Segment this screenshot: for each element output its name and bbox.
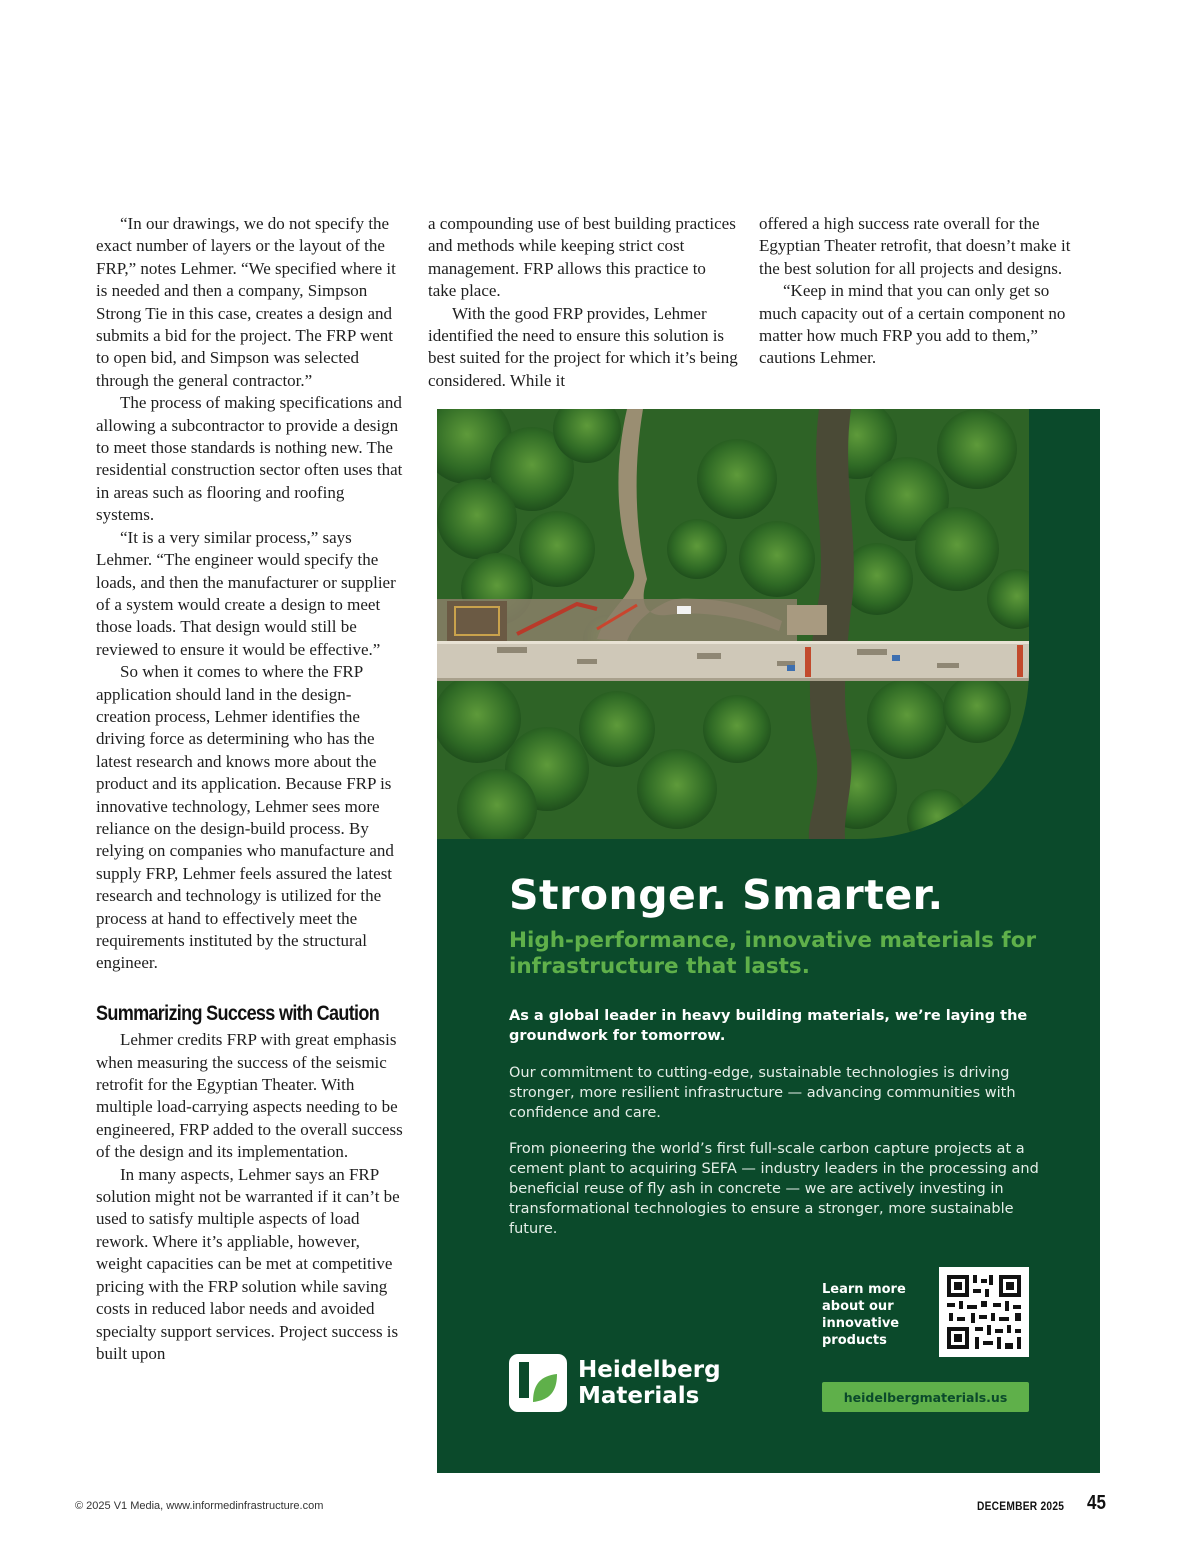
aerial-bridge-photo [437,409,1100,839]
section-subhead: Summarizing Success with Caution [96,1001,380,1025]
ad-subheadline: High-performance, innovative materials for infrastructure that lasts. [509,928,1037,979]
footer-issue-date: DECEMBER 2025 [977,1499,1065,1513]
article-column-1 [96,213,406,1365]
footer-copyright: © 2025 V1 Media, www.informedinfrastructure.com [75,1500,324,1512]
ad-body-paragraph: From pioneering the world’s first full-scale carbon capture projects at a cement plant to acquiring SEFA — industry leaders in the processing and beneficial reuse of fly ash in concrete — we are actively investing in transformational technologies to ensure a stronger, more sustainable future. [509,1141,1039,1237]
article-paragraph: “In our drawings, we do not specify the exact number of layers or the layout of the FRP,” notes Lehmer. “We specified where it is needed and then a company, Simpson Strong Tie in this case, creates a design and submits a bid for the project. The FRP went to open bid, and Simpson was selected through the general contractor.” [96,214,396,390]
ad-headline: Stronger. Smarter. [509,871,944,919]
article-paragraph: With the good FRP provides, Lehmer identified the need to ensure this solution is best suited for the project for which it’s being considered. While it [428,303,738,390]
logo-text-line-2: Materials [578,1383,700,1409]
heidelberg-leaf-logo-icon [509,1354,567,1412]
article-paragraph: a compounding use of best building practices and methods while keeping strict cost management. FRP allows this practice to take place. [428,214,736,301]
website-link-button[interactable]: heidelbergmaterials.us [822,1382,1029,1412]
heidelberg-advertisement [437,409,1100,1473]
article-column-2 [428,213,738,392]
qr-code-icon[interactable] [939,1267,1029,1357]
article-paragraph: “Keep in mind that you can only get so much capacity out of a certain component no matter how much FRP you add to them,” cautions Lehmer. [759,281,1066,368]
learn-more-text: Learn more about our innovative products [822,1282,906,1348]
article-column-3 [759,213,1079,370]
article-paragraph: offered a high success rate overall for the Egyptian Theater retrofit, that doesn’t make it the best solution for all projects and designs. [759,214,1071,278]
logo-text-line-1: Heidelberg [578,1357,721,1383]
page-number: 45 [1087,1492,1106,1514]
ad-lead-text: As a global leader in heavy building materials, we’re laying the groundwork for tomorrow. [509,1008,1028,1044]
article-paragraph: The process of making specifications and allowing a subcontractor to provide a design to meet those standards is nothing new. The residential construction sector often uses that in areas such as flooring and roofing systems. [96,393,403,525]
article-paragraph: “It is a very similar process,” says Lehmer. “The engineer would specify the loads, and then the manufacturer or supplier of a system would create a design to meet those loads. That design would still be reviewed to ensure it would be effective.” [96,527,396,659]
article-paragraph: So when it comes to where the FRP application should land in the design-creation process, Lehmer identifies the driving force as determining who has the latest research and knows more about the product and its application. Because FRP is innovative technology, Lehmer sees more reliance on the design-build process. By relying on companies who manufacture and supply FRP, Lehmer feels assured the latest research and technology is utilized for the process at hand to effectively meet the requirements instituted by the structural engineer. [96,662,394,973]
heidelberg-materials-logo[interactable] [509,1354,739,1416]
article-paragraph: Lehmer credits FRP with great emphasis when measuring the success of the seismic retrofit for the Egyptian Theater. With multiple load-carrying aspects needing to be engineered, FRP added to the overall success of the design and its implementation. [96,1030,403,1162]
ad-body-paragraph: Our commitment to cutting-edge, sustainable technologies is driving stronger, more resilient infrastructure — advancing communities with confidence and care. [509,1065,1016,1121]
article-paragraph: In many aspects, Lehmer says an FRP solution might not be warranted if it can’t be used to satisfy multiple aspects of load rework. Where it’s appliable, however, weight capacities can be met at competitive pricing with the FRP solution while saving costs in reduced labor needs and avoided specialty support services. Project success is built upon [96,1164,400,1363]
